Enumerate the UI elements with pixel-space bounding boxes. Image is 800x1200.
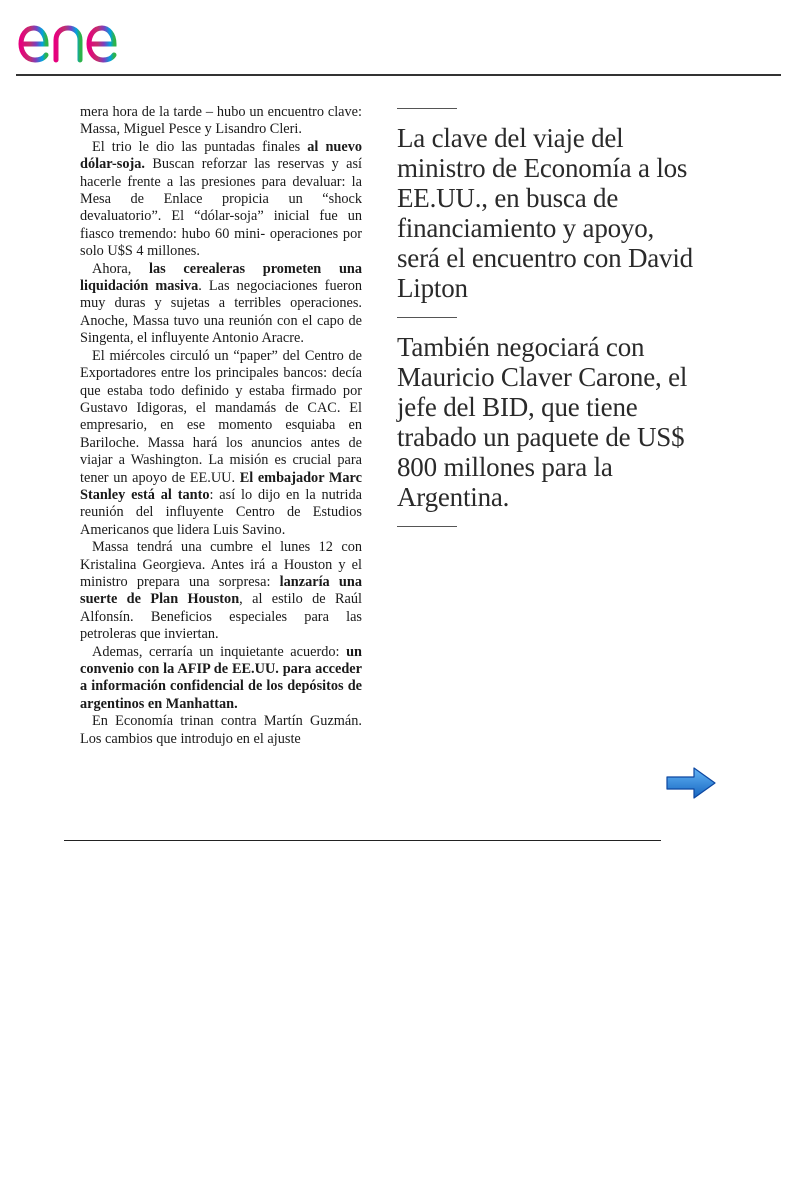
text-run: En Economía trinan contra Martín Guzmán. Los cambios que introdujo en el ajuste — [80, 713, 362, 747]
pull-quote-column — [397, 108, 697, 527]
text-run: El trio le dio las puntadas finales — [92, 138, 308, 155]
arrow-right-icon[interactable] — [664, 765, 718, 801]
pull-quote-rule — [397, 526, 457, 527]
article-body — [80, 104, 362, 748]
bold-text: las cerealeras prometen una liquidación masiva — [80, 260, 362, 295]
enel-logo — [16, 6, 176, 66]
text-run: : así lo dijo en la nutrida reunión del influyente Centro de Estudios Americanos que lidera Luis Savino. — [80, 486, 362, 538]
text-run: , al estilo de Raúl Alfonsín. Beneficios especiales para las petroleras que inviertan. — [80, 591, 362, 643]
text-run: mera hora de la tarde – hubo un encuentro clave: Massa, Miguel Pesce y Lisandro Cleri. — [80, 104, 362, 138]
pull-quote-lipton: La clave del viaje del ministro de Economía a los EE.UU., en busca de financiamiento y apoyo, será el encuentro con David Lipton — [397, 123, 693, 303]
article-paragraph — [80, 261, 362, 348]
bold-text: lanzaría una suerte de Plan Houston — [80, 573, 362, 608]
bold-text: El embajador Marc Stanley está al tanto — [80, 469, 362, 503]
pull-quote-bid: También negociará con Mauricio Claver Carone, el jefe del BID, que tiene trabado un paquete de US$ 800 millones para la Argentina. — [397, 332, 688, 512]
article-paragraph — [80, 348, 362, 539]
article-paragraph — [80, 104, 362, 139]
text-run: Ahora, — [92, 260, 150, 277]
text-run: Buscan reforzar las reservas y así hacerle frente a las presiones para devaluar: la Mesa de Enlace propicia un “shock devaluatorio”. El “dólar-soja” inicial fue un fiasco tremendo: hubo 60 mini- operaciones por solo U$S 4 millones. — [80, 156, 362, 260]
pull-quote-rule — [397, 317, 457, 318]
article-paragraph — [80, 539, 362, 643]
text-run: Massa tendrá una cumbre el lunes 12 con Kristalina Georgieva. Antes irá a Houston y el ministro prepara una sorpresa: — [80, 539, 362, 590]
footer-divider — [64, 840, 661, 841]
bold-text: al nuevo dólar-soja. — [80, 138, 362, 173]
header-divider — [16, 74, 781, 76]
text-run: Ademas, cerraría un inquietante acuerdo: — [92, 643, 347, 660]
article-paragraph — [80, 139, 362, 261]
text-run: El miércoles circuló un “paper” del Centro de Exportadores entre los principales bancos: decía que estaba todo definido y estaba firmado por Gustavo Idigoras, el mandamás de CAC. El empresario, en ese momento esquiaba en Bariloche. Massa hará los anuncios antes de viajar a Washington. La misión es crucial para tener un apoyo de EE.UU. — [80, 347, 362, 486]
bold-text: un convenio con la AFIP de EE.UU. para acceder a información confidencial de los depósitos de argentinos en Manhattan. — [80, 643, 362, 712]
article-paragraph — [80, 713, 362, 748]
text-run: . Las negociaciones fueron muy duras y sujetas a terribles operaciones. Anoche, Massa tuvo una reunión con el capo de Singenta, el influyente Antonio Aracre. — [80, 278, 362, 347]
pull-quote-rule — [397, 108, 457, 109]
article-paragraph — [80, 644, 362, 714]
